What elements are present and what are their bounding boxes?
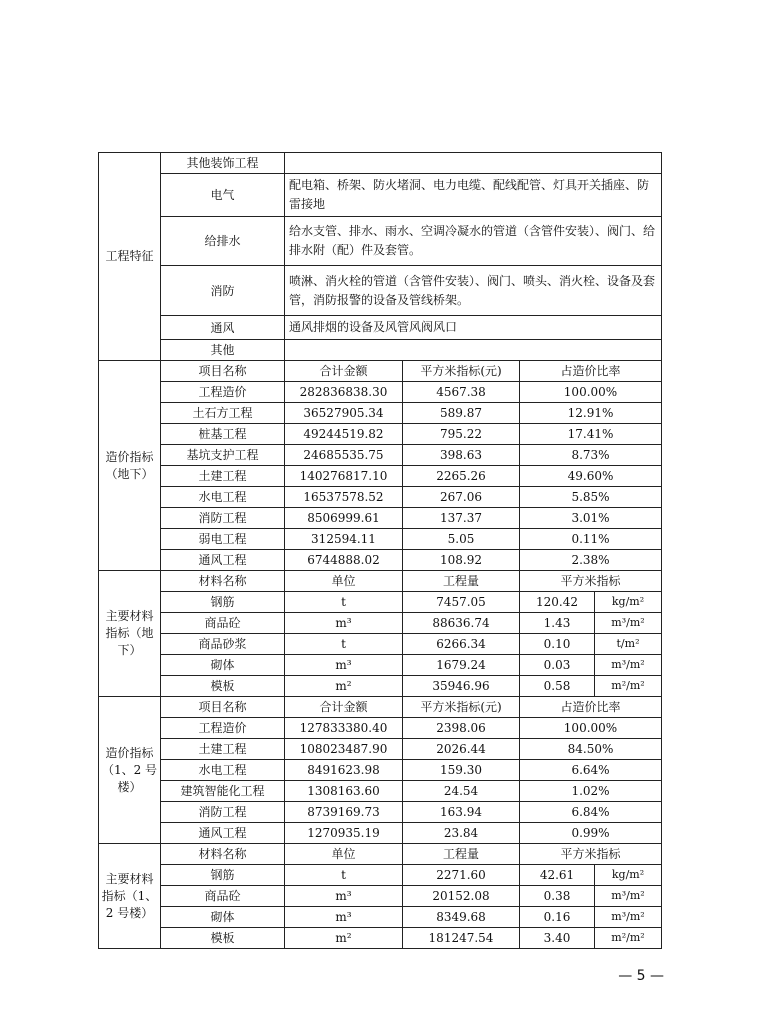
feature-label: 电气 bbox=[161, 174, 285, 217]
total-amount: 127833380.40 bbox=[285, 718, 403, 739]
per-sqm-index: 42.61 bbox=[520, 865, 595, 886]
cost-ratio: 8.73% bbox=[520, 445, 662, 466]
table-row bbox=[99, 466, 662, 487]
per-sqm-index: 0.38 bbox=[520, 886, 595, 907]
per-sqm-index: 163.94 bbox=[403, 802, 520, 823]
cost-ratio: 3.01% bbox=[520, 508, 662, 529]
unit: m³ bbox=[285, 613, 403, 634]
total-amount: 1270935.19 bbox=[285, 823, 403, 844]
total-amount: 8491623.98 bbox=[285, 760, 403, 781]
table-header-row bbox=[99, 844, 662, 865]
cost-ratio: 100.00% bbox=[520, 718, 662, 739]
feature-description: 喷淋、消火栓的管道（含管件安装）、阀门、喷头、消火栓、设备及套管，消防报警的设备及管线桥架。 bbox=[285, 266, 662, 316]
material-name: 商品砼 bbox=[161, 886, 285, 907]
total-amount: 108023487.90 bbox=[285, 739, 403, 760]
item-name: 弱电工程 bbox=[161, 529, 285, 550]
table-row bbox=[99, 403, 662, 424]
table-row bbox=[99, 634, 662, 655]
column-header: 合计金额 bbox=[285, 697, 403, 718]
feature-row bbox=[99, 316, 662, 340]
quantity: 7457.05 bbox=[403, 592, 520, 613]
feature-section-label: 工程特征 bbox=[99, 153, 161, 361]
per-sqm-index: 5.05 bbox=[403, 529, 520, 550]
column-header: 平方米指标(元) bbox=[403, 361, 520, 382]
column-header: 材料名称 bbox=[161, 844, 285, 865]
unit: m³ bbox=[285, 886, 403, 907]
per-sqm-index: 589.87 bbox=[403, 403, 520, 424]
item-name: 通风工程 bbox=[161, 823, 285, 844]
total-amount: 49244519.82 bbox=[285, 424, 403, 445]
per-sqm-index: 0.16 bbox=[520, 907, 595, 928]
cost-ratio: 0.99% bbox=[520, 823, 662, 844]
index-unit: m³/m² bbox=[595, 655, 662, 676]
item-name: 土建工程 bbox=[161, 466, 285, 487]
table-header-row bbox=[99, 361, 662, 382]
cost-ratio: 0.11% bbox=[520, 529, 662, 550]
total-amount: 140276817.10 bbox=[285, 466, 403, 487]
feature-label: 通风 bbox=[161, 316, 285, 340]
column-header: 单位 bbox=[285, 571, 403, 592]
table-row bbox=[99, 487, 662, 508]
table-row bbox=[99, 382, 662, 403]
table-row bbox=[99, 907, 662, 928]
table-row bbox=[99, 424, 662, 445]
item-name: 工程造价 bbox=[161, 718, 285, 739]
per-sqm-index: 2026.44 bbox=[403, 739, 520, 760]
cost-ratio: 6.64% bbox=[520, 760, 662, 781]
cost-basement-section-label: 造价指标（地下） bbox=[99, 361, 161, 571]
table-row bbox=[99, 613, 662, 634]
total-amount: 282836838.30 bbox=[285, 382, 403, 403]
item-name: 水电工程 bbox=[161, 487, 285, 508]
per-sqm-index: 3.40 bbox=[520, 928, 595, 949]
per-sqm-index: 398.63 bbox=[403, 445, 520, 466]
table-row bbox=[99, 823, 662, 844]
item-name: 水电工程 bbox=[161, 760, 285, 781]
per-sqm-index: 120.42 bbox=[520, 592, 595, 613]
feature-description bbox=[285, 153, 662, 174]
unit: m² bbox=[285, 676, 403, 697]
feature-row bbox=[99, 174, 662, 217]
index-unit: kg/m² bbox=[595, 592, 662, 613]
per-sqm-index: 0.58 bbox=[520, 676, 595, 697]
total-amount: 8739169.73 bbox=[285, 802, 403, 823]
quantity: 181247.54 bbox=[403, 928, 520, 949]
material-name: 模板 bbox=[161, 928, 285, 949]
unit: m³ bbox=[285, 907, 403, 928]
column-header: 平方米指标(元) bbox=[403, 697, 520, 718]
total-amount: 312594.11 bbox=[285, 529, 403, 550]
unit: t bbox=[285, 634, 403, 655]
quantity: 6266.34 bbox=[403, 634, 520, 655]
per-sqm-index: 2398.06 bbox=[403, 718, 520, 739]
column-header: 平方米指标 bbox=[520, 844, 662, 865]
item-name: 消防工程 bbox=[161, 508, 285, 529]
cost-ratio: 17.41% bbox=[520, 424, 662, 445]
per-sqm-index: 137.37 bbox=[403, 508, 520, 529]
index-unit: m³/m² bbox=[595, 907, 662, 928]
page-number: — 5 — bbox=[618, 968, 664, 984]
quantity: 20152.08 bbox=[403, 886, 520, 907]
per-sqm-index: 108.92 bbox=[403, 550, 520, 571]
feature-description: 通风排烟的设备及风管风阀风口 bbox=[285, 316, 662, 340]
total-amount: 16537578.52 bbox=[285, 487, 403, 508]
item-name: 土石方工程 bbox=[161, 403, 285, 424]
table-row bbox=[99, 445, 662, 466]
total-amount: 8506999.61 bbox=[285, 508, 403, 529]
cost-ratio: 49.60% bbox=[520, 466, 662, 487]
quantity: 1679.24 bbox=[403, 655, 520, 676]
table-row bbox=[99, 508, 662, 529]
column-header: 工程量 bbox=[403, 844, 520, 865]
cost-ratio: 100.00% bbox=[520, 382, 662, 403]
unit: t bbox=[285, 592, 403, 613]
table-row bbox=[99, 928, 662, 949]
total-amount: 1308163.60 bbox=[285, 781, 403, 802]
feature-row bbox=[99, 217, 662, 266]
per-sqm-index: 0.10 bbox=[520, 634, 595, 655]
materials-building-section-label: 主要材料指标（1、2 号楼） bbox=[99, 844, 161, 949]
table-row bbox=[99, 550, 662, 571]
column-header: 占造价比率 bbox=[520, 697, 662, 718]
table-row bbox=[99, 760, 662, 781]
item-name: 桩基工程 bbox=[161, 424, 285, 445]
cost-ratio: 12.91% bbox=[520, 403, 662, 424]
per-sqm-index: 1.43 bbox=[520, 613, 595, 634]
per-sqm-index: 23.84 bbox=[403, 823, 520, 844]
item-name: 消防工程 bbox=[161, 802, 285, 823]
per-sqm-index: 159.30 bbox=[403, 760, 520, 781]
feature-row bbox=[99, 266, 662, 316]
cost-ratio: 2.38% bbox=[520, 550, 662, 571]
item-name: 基坑支护工程 bbox=[161, 445, 285, 466]
total-amount: 36527905.34 bbox=[285, 403, 403, 424]
per-sqm-index: 0.03 bbox=[520, 655, 595, 676]
total-amount: 6744888.02 bbox=[285, 550, 403, 571]
table-row bbox=[99, 529, 662, 550]
quantity: 8349.68 bbox=[403, 907, 520, 928]
table-row bbox=[99, 592, 662, 613]
quantity: 2271.60 bbox=[403, 865, 520, 886]
cost-ratio: 1.02% bbox=[520, 781, 662, 802]
feature-row bbox=[99, 153, 662, 174]
cost-building-section-label: 造价指标（1、2 号楼） bbox=[99, 697, 161, 844]
material-name: 商品砼 bbox=[161, 613, 285, 634]
material-name: 钢筋 bbox=[161, 592, 285, 613]
per-sqm-index: 4567.38 bbox=[403, 382, 520, 403]
quantity: 88636.74 bbox=[403, 613, 520, 634]
materials-basement-section-label: 主要材料指标（地下） bbox=[99, 571, 161, 697]
per-sqm-index: 795.22 bbox=[403, 424, 520, 445]
material-name: 商品砂浆 bbox=[161, 634, 285, 655]
table-header-row bbox=[99, 571, 662, 592]
index-unit: m²/m² bbox=[595, 676, 662, 697]
feature-description: 配电箱、桥架、防火堵洞、电力电缆、配线配管、灯具开关插座、防雷接地 bbox=[285, 174, 662, 217]
per-sqm-index: 2265.26 bbox=[403, 466, 520, 487]
unit: m² bbox=[285, 928, 403, 949]
table-row bbox=[99, 655, 662, 676]
material-name: 钢筋 bbox=[161, 865, 285, 886]
feature-row bbox=[99, 340, 662, 361]
item-name: 建筑智能化工程 bbox=[161, 781, 285, 802]
column-header: 工程量 bbox=[403, 571, 520, 592]
index-unit: m²/m² bbox=[595, 928, 662, 949]
feature-label: 给排水 bbox=[161, 217, 285, 266]
index-unit: m³/m² bbox=[595, 886, 662, 907]
column-header: 平方米指标 bbox=[520, 571, 662, 592]
cost-ratio: 6.84% bbox=[520, 802, 662, 823]
total-amount: 24685535.75 bbox=[285, 445, 403, 466]
cost-ratio: 84.50% bbox=[520, 739, 662, 760]
material-name: 砌体 bbox=[161, 907, 285, 928]
index-unit: t/m² bbox=[595, 634, 662, 655]
unit: t bbox=[285, 865, 403, 886]
item-name: 土建工程 bbox=[161, 739, 285, 760]
column-header: 合计金额 bbox=[285, 361, 403, 382]
material-name: 砌体 bbox=[161, 655, 285, 676]
item-name: 工程造价 bbox=[161, 382, 285, 403]
column-header: 单位 bbox=[285, 844, 403, 865]
unit: m³ bbox=[285, 655, 403, 676]
table-row bbox=[99, 886, 662, 907]
table-row bbox=[99, 802, 662, 823]
cost-index-table bbox=[98, 152, 662, 949]
table-row bbox=[99, 865, 662, 886]
feature-description bbox=[285, 340, 662, 361]
cost-ratio: 5.85% bbox=[520, 487, 662, 508]
feature-label: 其他装饰工程 bbox=[161, 153, 285, 174]
table-header-row bbox=[99, 697, 662, 718]
table-row bbox=[99, 676, 662, 697]
per-sqm-index: 24.54 bbox=[403, 781, 520, 802]
material-name: 模板 bbox=[161, 676, 285, 697]
column-header: 项目名称 bbox=[161, 361, 285, 382]
column-header: 材料名称 bbox=[161, 571, 285, 592]
per-sqm-index: 267.06 bbox=[403, 487, 520, 508]
feature-label: 消防 bbox=[161, 266, 285, 316]
table-row bbox=[99, 718, 662, 739]
index-unit: kg/m² bbox=[595, 865, 662, 886]
table-row bbox=[99, 739, 662, 760]
item-name: 通风工程 bbox=[161, 550, 285, 571]
feature-description: 给水支管、排水、雨水、空调冷凝水的管道（含管件安装）、阀门、给排水附（配）件及套管。 bbox=[285, 217, 662, 266]
column-header: 占造价比率 bbox=[520, 361, 662, 382]
feature-label: 其他 bbox=[161, 340, 285, 361]
table-row bbox=[99, 781, 662, 802]
index-unit: m³/m² bbox=[595, 613, 662, 634]
column-header: 项目名称 bbox=[161, 697, 285, 718]
quantity: 35946.96 bbox=[403, 676, 520, 697]
